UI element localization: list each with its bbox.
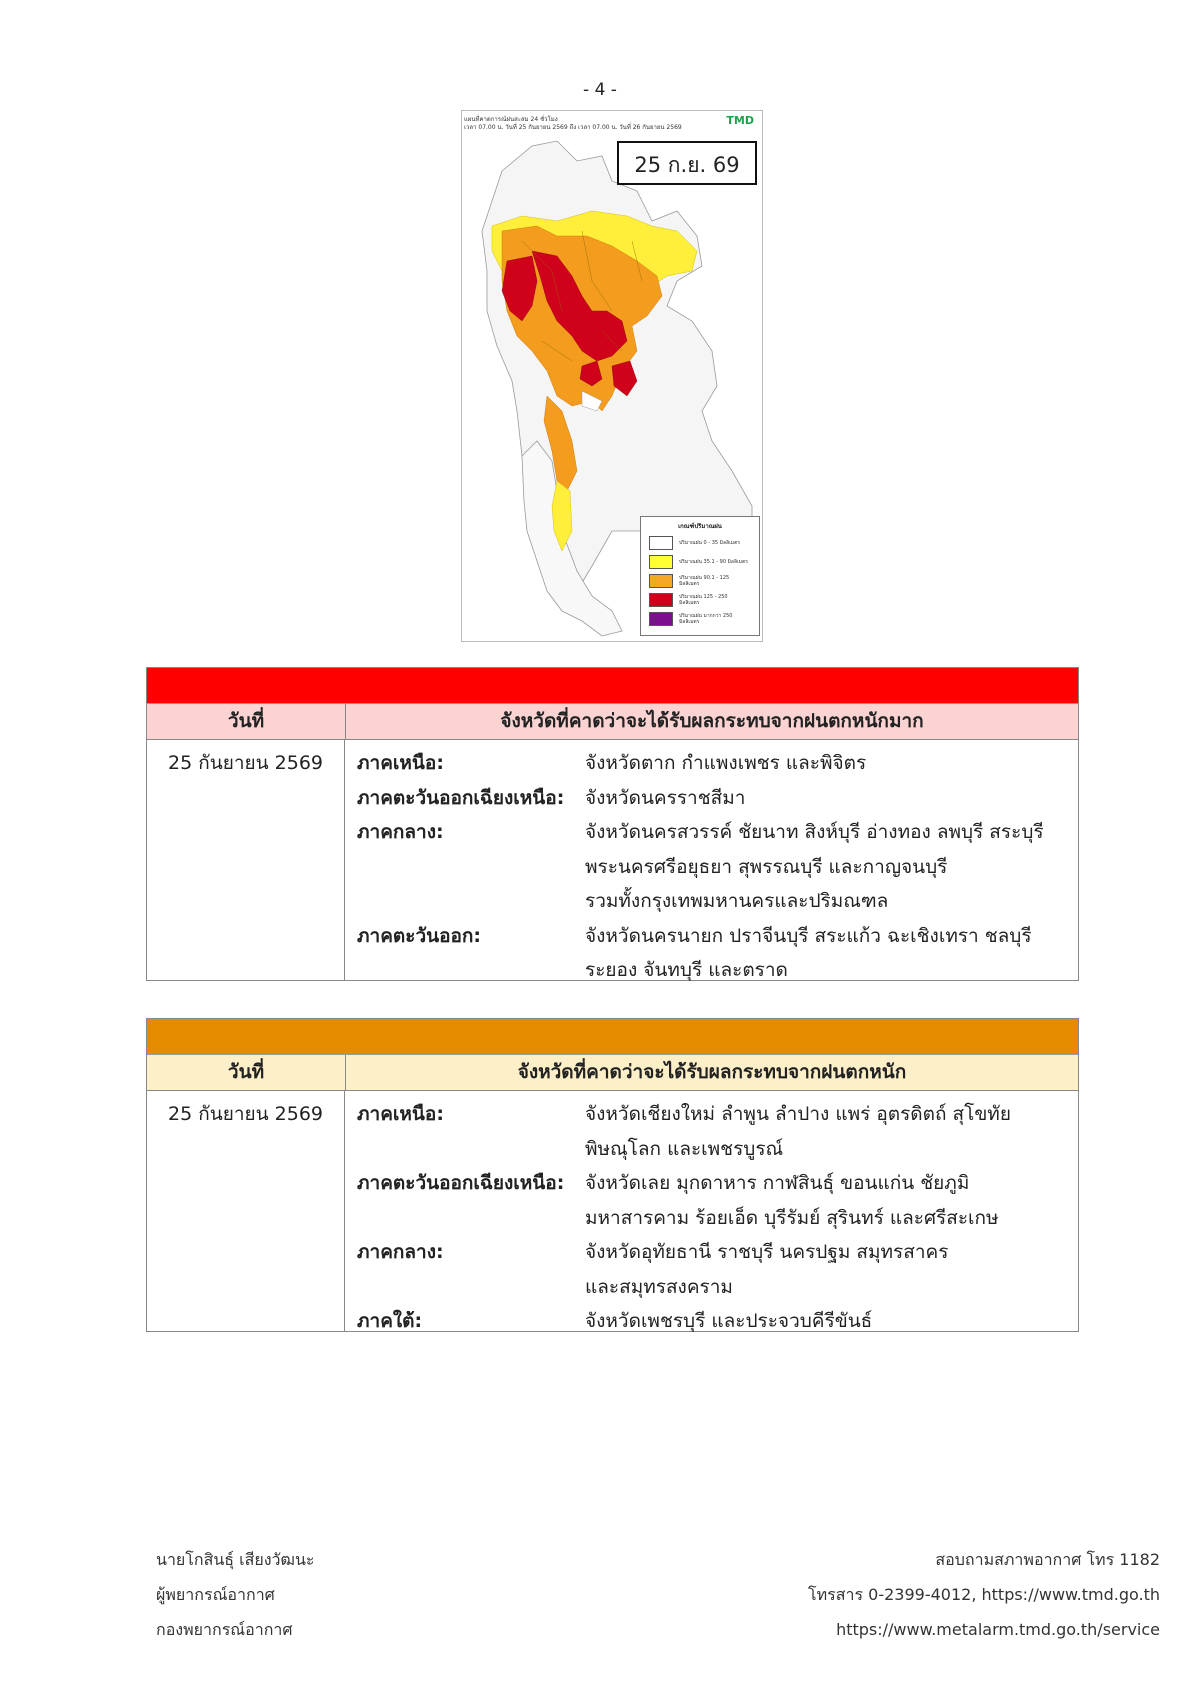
severity-bar-red [147, 668, 1078, 703]
province-list [585, 815, 1078, 919]
region-row [357, 781, 1078, 816]
region-row [357, 746, 1078, 781]
region-label: ภาคใต้: [357, 1310, 423, 1332]
region-row [357, 1235, 1078, 1304]
forecaster-title: ผู้พยากรณ์อากาศ [156, 1585, 275, 1604]
legend-item [649, 573, 749, 589]
column-header-date: วันที่ [147, 704, 346, 739]
province-line: มหาสารคาม ร้อยเอ็ด บุรีรัมย์ สุรินทร์ และศรีสะเกษ [585, 1206, 999, 1229]
legend-swatch [649, 612, 673, 626]
contact-fax-website: โทรสาร 0-2399-4012, https://www.tmd.go.th [808, 1585, 1160, 1604]
province-line: จังหวัดเพชรบุรี และประจวบคีรีขันธ์ [585, 1310, 873, 1332]
legend-swatch [649, 574, 673, 588]
province-line: จังหวัดนครราชสีมา [585, 786, 746, 809]
region-label: ภาคตะวันออก: [357, 924, 482, 947]
map-legend [640, 516, 760, 636]
map-date-label: 25 ก.ย. 69 [617, 141, 757, 185]
legend-swatch [649, 593, 673, 607]
column-header-date: วันที่ [147, 1055, 346, 1090]
column-header-provinces: จังหวัดที่คาดว่าจะได้รับผลกระทบจากฝนตกหนัก [517, 1061, 907, 1083]
rainfall-forecast-map [461, 110, 763, 642]
very-heavy-rain-table [146, 667, 1079, 981]
column-header-provinces: จังหวัดที่คาดว่าจะได้รับผลกระทบจากฝนตกหนักมาก [500, 710, 924, 732]
legend-item [649, 554, 749, 570]
province-line: จังหวัดเชียงใหม่ ลำพูน ลำปาง แพร่ อุตรดิตถ์ สุโขทัย [585, 1103, 1011, 1125]
province-list [585, 1235, 1078, 1304]
forecaster-name: นายโกสินธุ์ เสียงวัฒนะ [156, 1550, 315, 1569]
map-header [464, 116, 704, 132]
province-line: จังหวัดตาก กำแพงเพชร และพิจิตร [585, 752, 867, 774]
province-line: จังหวัดนครนายก ปราจีนบุรี สระแก้ว ฉะเชิงเทรา ชลบุรี [585, 924, 1032, 947]
region-row [357, 815, 1078, 919]
map-subtitle: เวลา 07.00 น. วันที่ 25 กันยายน 2569 ถึง เวลา 07.00 น. วันที่ 26 กันยายน 2569 [464, 124, 682, 131]
contact-phone: สอบถามสภาพอากาศ โทร 1182 [935, 1550, 1160, 1569]
legend-item [649, 611, 749, 627]
region-row [357, 1166, 1078, 1235]
province-line: จังหวัดอุทัยธานี ราชบุรี นครปฐม สมุทรสาคร [585, 1241, 949, 1263]
province-line: รวมทั้งกรุงเทพมหานครและปริมณฑล [585, 890, 889, 912]
forecaster-division: กองพยากรณ์อากาศ [156, 1620, 293, 1639]
footer-signature [156, 1542, 315, 1647]
provinces-cell [345, 740, 1078, 980]
legend-label: ปริมาณฝน มากกว่า 250 มิลลิเมตร [679, 613, 733, 625]
region-row [357, 919, 1078, 988]
legend-label: ปริมาณฝน 125 - 250 มิลลิเมตร [679, 594, 728, 606]
legend-swatch [649, 555, 673, 569]
region-label: ภาคเหนือ: [357, 1103, 444, 1125]
tmd-logo [726, 113, 754, 127]
date-cell: 25 กันยายน 2569 [147, 740, 345, 980]
footer-contact [808, 1542, 1160, 1647]
severity-bar-orange [147, 1019, 1078, 1054]
region-label: ภาคกลาง: [357, 1241, 444, 1263]
province-line: จังหวัดเลย มุกดาหาร กาฬสินธุ์ ขอนแก่น ชัยภูมิ [585, 1172, 970, 1194]
province-list [585, 746, 1078, 781]
table-header [147, 1054, 1078, 1091]
tmd-logo-text: TMD [726, 114, 754, 127]
legend-label: ปริมาณฝน 90.1 - 125 มิลลิเมตร [679, 575, 730, 587]
contact-metalarm-link: https://www.metalarm.tmd.go.th/service [836, 1620, 1160, 1639]
legend-item [649, 592, 749, 608]
province-line: พระนครศรีอยุธยา สุพรรณบุรี และกาญจนบุรี [585, 855, 948, 878]
region-row [357, 1304, 1078, 1339]
region-row [357, 1097, 1078, 1166]
table-body [147, 740, 1078, 980]
legend-item [649, 535, 749, 551]
table-header [147, 703, 1078, 740]
province-list [585, 1304, 1078, 1339]
heavy-rain-table [146, 1018, 1079, 1332]
region-label: ภาคกลาง: [357, 821, 444, 843]
province-list [585, 781, 1078, 816]
legend-label: ปริมาณฝน 35.1 - 90 มิลลิเมตร [679, 559, 748, 565]
province-list [585, 1166, 1078, 1235]
page-number: - 4 - [583, 80, 617, 100]
region-label: ภาคตะวันออกเฉียงเหนือ: [357, 1172, 565, 1194]
province-line: และสมุทรสงคราม [585, 1275, 733, 1298]
province-line: ระยอง จันทบุรี และตราด [585, 959, 788, 981]
legend-swatch [649, 536, 673, 550]
province-list [585, 919, 1078, 988]
legend-label: ปริมาณฝน 0 - 35 มิลลิเมตร [679, 540, 741, 546]
province-line: จังหวัดนครสวรรค์ ชัยนาท สิงห์บุรี อ่างทอง ลพบุรี สระบุรี [585, 821, 1044, 843]
table-body [147, 1091, 1078, 1331]
province-list [585, 1097, 1078, 1166]
date-cell: 25 กันยายน 2569 [147, 1091, 345, 1331]
province-line: พิษณุโลก และเพชรบูรณ์ [585, 1137, 784, 1160]
map-title: แผนที่คาดการณ์ฝนสะสม 24 ชั่วโมง [464, 116, 558, 123]
region-label: ภาคเหนือ: [357, 752, 444, 774]
provinces-cell [345, 1091, 1078, 1331]
legend-title: เกณฑ์ปริมาณฝน [678, 523, 722, 530]
region-label: ภาคตะวันออกเฉียงเหนือ: [357, 786, 565, 809]
